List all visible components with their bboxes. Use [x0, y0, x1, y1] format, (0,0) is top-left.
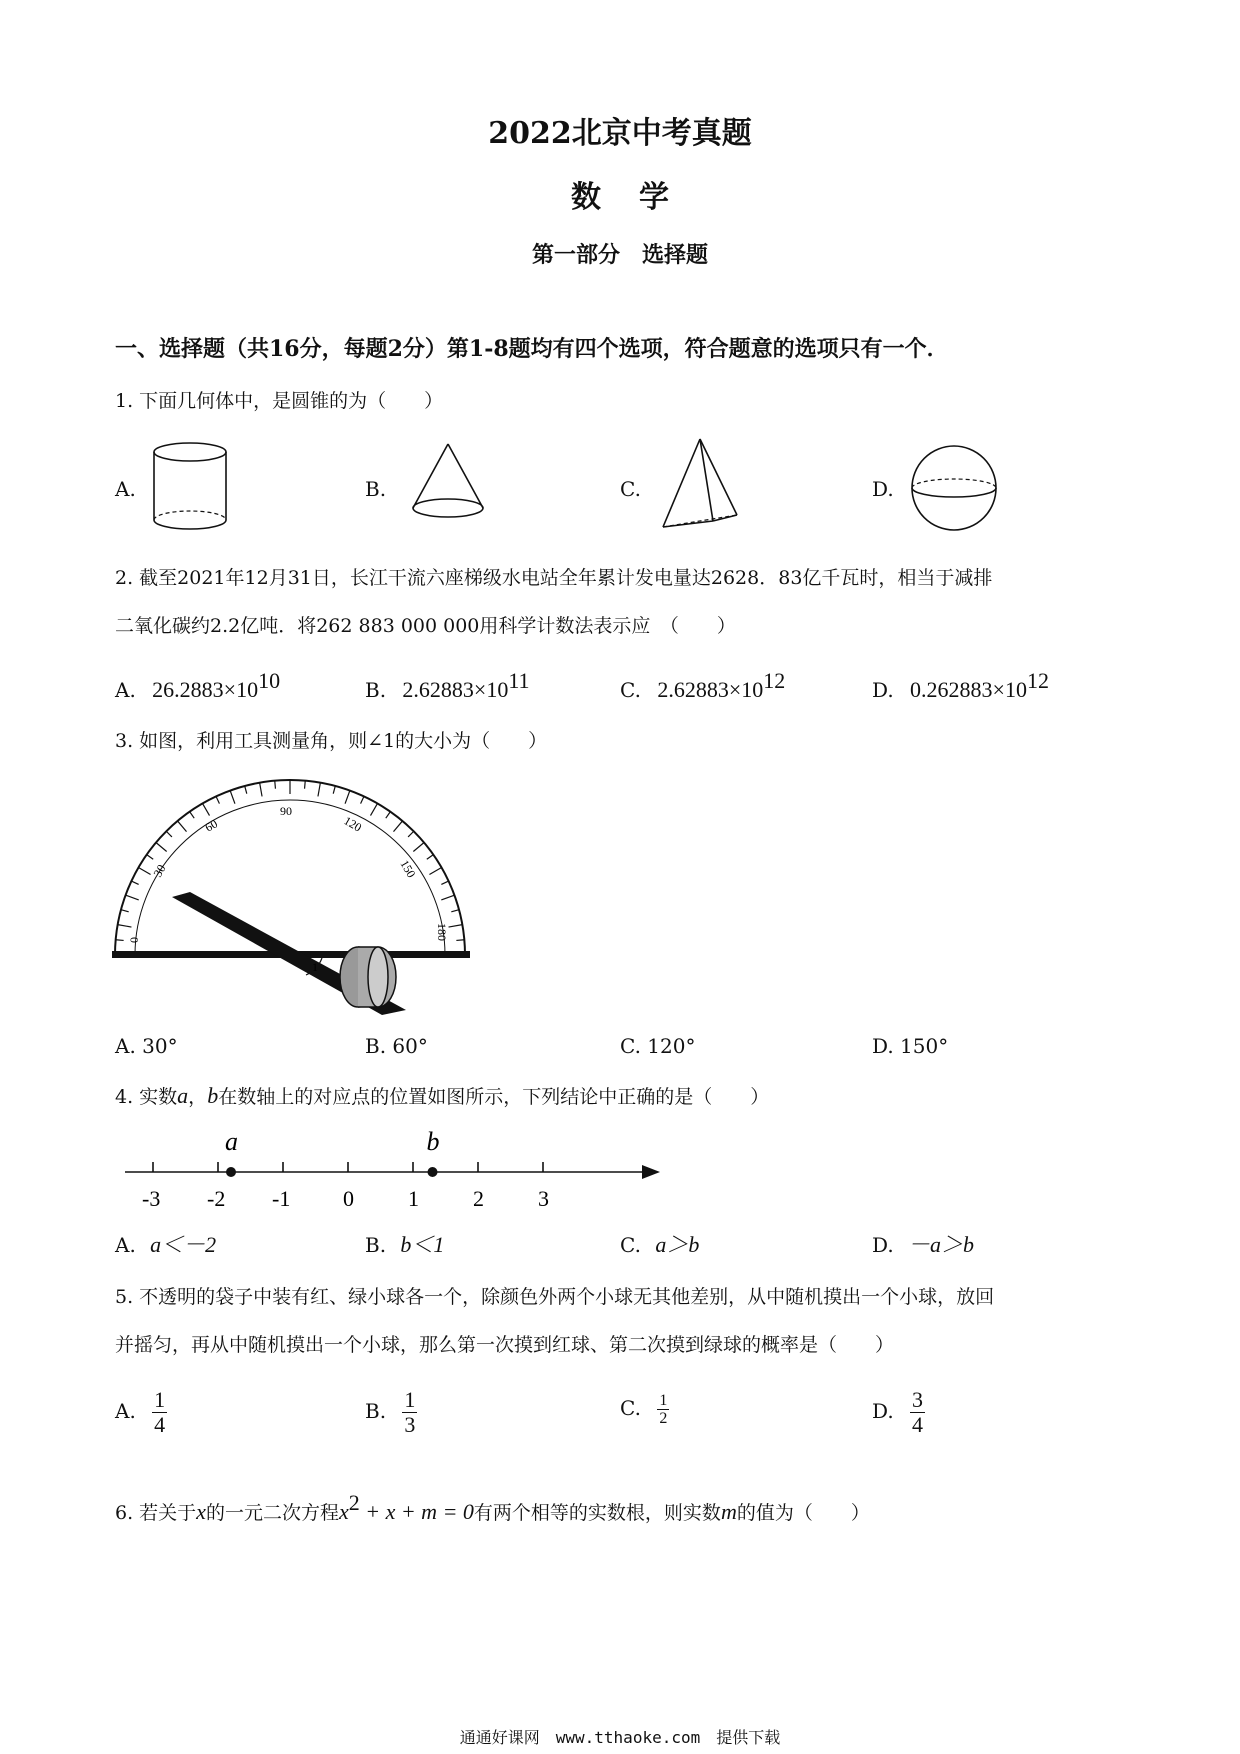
protractor-tick — [216, 796, 219, 803]
q2-option-c-times: ×10 — [728, 677, 764, 702]
cylinder-figure — [150, 440, 230, 532]
exam-title: 2022北京中考真题 — [488, 116, 752, 151]
protractor-tick — [147, 855, 154, 860]
number-line-tick-label: 0 — [343, 1186, 354, 1211]
q1-option-c-label: C. — [620, 477, 641, 501]
q2-option-d — [872, 668, 1049, 703]
q6-equation-exp: 2 — [348, 1490, 360, 1515]
q3-option-d: D. 150° — [872, 1034, 949, 1058]
q6-suffix: 有两个相等的实数根，则实数 — [473, 1502, 721, 1524]
protractor-tick — [178, 821, 187, 832]
q2-option-b-exp: 11 — [508, 668, 530, 693]
protractor-tick — [305, 781, 306, 789]
protractor-tick — [333, 786, 335, 794]
q6-var-m: m — [720, 1499, 737, 1524]
q2-option-d-times: ×10 — [992, 677, 1027, 702]
q4-option-d — [872, 1228, 974, 1259]
q5-option-d-label: D. — [872, 1399, 894, 1423]
q4-comma: ， — [188, 1086, 208, 1108]
protractor-label-180: 180 — [435, 923, 449, 941]
q4-option-c — [620, 1228, 699, 1259]
q2-option-a-exp: 10 — [258, 668, 281, 693]
q3-stem: 3. 如图，利用工具测量角，则∠1的大小为（ ） — [115, 730, 548, 752]
protractor-tick — [318, 783, 320, 797]
q2-option-b-label: B. — [365, 678, 387, 702]
protractor-tick — [230, 791, 235, 804]
q2-option-b — [365, 668, 530, 703]
protractor-label-30: 30 — [150, 862, 169, 880]
q1-option-b-label: B. — [365, 477, 387, 501]
protractor-tick — [408, 831, 414, 837]
q2-option-c-mantissa: 2.62883 — [657, 677, 729, 702]
q1-option-a-label: A. — [115, 477, 136, 501]
q2-option-c — [620, 668, 785, 703]
protractor-tick — [456, 940, 464, 941]
cone-figure — [408, 440, 488, 522]
q2-option-d-exp: 12 — [1026, 668, 1049, 693]
q6-stem — [115, 1490, 870, 1525]
protractor-tick — [190, 812, 195, 819]
q1-stem: 1. 下面几何体中，是圆锥的为（ ） — [115, 390, 444, 412]
number-line-tick-label: -3 — [142, 1186, 161, 1211]
q5-stem-line1: 5. 不透明的袋子中装有红、绿小球各一个，除颜色外两个小球无其他差别，从中随机摸出一个小球，放回 — [115, 1286, 995, 1308]
protractor-tick — [441, 895, 454, 900]
protractor-tick — [441, 881, 448, 884]
q4-option-a-expr: a＜－2 — [150, 1232, 217, 1257]
protractor-tick — [131, 881, 138, 884]
q4-option-d-label: D. — [872, 1233, 894, 1257]
q4-stem — [115, 1082, 769, 1109]
protractor-tick — [393, 821, 402, 832]
q4-option-b-expr: b＜1 — [400, 1232, 445, 1257]
number-line-tick-label: 3 — [538, 1186, 549, 1211]
number-line-tick-label: -1 — [272, 1186, 291, 1211]
protractor-label-150: 150 — [397, 857, 419, 881]
number-line-tick-label: 2 — [473, 1186, 484, 1211]
protractor-tick — [386, 812, 391, 819]
q6-equation-rest: + x + m = 0 — [359, 1499, 474, 1524]
q6-prefix: 6. 若关于 — [115, 1502, 197, 1524]
protractor-tick — [121, 910, 129, 912]
protractor-tick — [260, 783, 262, 797]
protractor-tick — [429, 868, 441, 875]
protractor-tick — [156, 843, 167, 852]
q4-option-b — [365, 1228, 444, 1259]
protractor-tick — [138, 868, 150, 875]
protractor-tick — [275, 781, 276, 789]
q2-option-d-label: D. — [872, 678, 894, 702]
q5-option-c-fraction: $\frac{1}{2}$ — [659, 1392, 668, 1427]
point-a — [226, 1167, 236, 1177]
q2-option-c-exp: 12 — [763, 668, 786, 693]
pyramid-figure — [655, 435, 745, 535]
number-line-tick-label: 1 — [408, 1186, 419, 1211]
q4-option-c-label: C. — [620, 1233, 641, 1257]
q3-option-c: C. 120° — [620, 1034, 696, 1058]
q2-option-b-mantissa: 2.62883 — [402, 677, 474, 702]
protractor-tick — [126, 895, 139, 900]
protractor-tick — [245, 786, 247, 794]
number-line-tick-label: -2 — [207, 1186, 226, 1211]
protractor-tick — [166, 831, 172, 837]
protractor-label-120: 120 — [341, 813, 365, 835]
q5-option-b — [365, 1388, 417, 1437]
section-heading: 一、选择题（共16分，每题2分）第1-8题均有四个选项，符合题意的选项只有一个． — [115, 336, 949, 362]
q4-option-a — [115, 1228, 216, 1259]
protractor-label-90: 90 — [280, 804, 292, 818]
protractor-tick — [118, 925, 132, 927]
q5-option-b-label: B. — [365, 1399, 387, 1423]
sphere-figure — [908, 442, 1000, 534]
q4-var-b: b — [207, 1083, 219, 1108]
q5-option-a-fraction: $\frac{1}{4}$ — [154, 1387, 166, 1437]
q2-stem-line1: 2. 截至2021年12月31日，长江干流六座梯级水电站全年累计发电量达2628．83亿千瓦时，相当于减排 — [115, 567, 993, 589]
q2-option-a-times: ×10 — [223, 677, 259, 702]
protractor-tick — [427, 855, 434, 860]
q5-option-c-label: C. — [620, 1396, 641, 1420]
q5-option-c — [620, 1392, 669, 1427]
q2-stem-line2: 二氧化碳约2.2亿吨．将262 883 000 000用科学计数法表示应 （ ） — [115, 615, 736, 637]
point-b-label: b — [426, 1127, 440, 1156]
point-a-label: a — [225, 1127, 238, 1156]
footer-credit: 通通好课网 www.tthaoke.com 提供下载 — [459, 1728, 781, 1747]
protractor-figure — [110, 765, 480, 1015]
protractor-tick — [361, 796, 364, 803]
q6-mid: 的一元二次方程 — [205, 1502, 339, 1524]
q6-var-x: x — [196, 1499, 206, 1524]
protractor-tick — [345, 791, 350, 804]
number-line-figure — [120, 1120, 665, 1215]
q4-option-d-expr: －a＞b — [908, 1232, 975, 1257]
q5-option-a-label: A. — [115, 1399, 136, 1423]
protractor-tick — [116, 940, 124, 941]
protractor-tick — [451, 910, 459, 912]
q5-option-b-fraction: $\frac{1}{3}$ — [404, 1387, 416, 1437]
protractor-tick — [371, 803, 378, 815]
protractor-tick — [203, 803, 210, 815]
q2-option-a-mantissa: 26.2883 — [152, 677, 224, 702]
q5-option-d-fraction: $\frac{3}{4}$ — [912, 1387, 924, 1437]
angle-1-label: 1 — [312, 960, 318, 974]
q4-option-b-label: B. — [365, 1233, 387, 1257]
q1-option-d-label: D. — [872, 477, 894, 501]
q4-var-a: a — [177, 1083, 189, 1108]
q4-option-a-label: A. — [115, 1233, 136, 1257]
q2-option-a — [115, 668, 280, 703]
q3-option-a: A. 30° — [115, 1034, 178, 1058]
q4-stem-suffix: 在数轴上的对应点的位置如图所示，下列结论中正确的是（ ） — [218, 1086, 770, 1108]
q5-option-d — [872, 1388, 925, 1437]
q3-option-b: B. 60° — [365, 1034, 428, 1058]
q2-option-c-label: C. — [620, 678, 641, 702]
q2-option-d-mantissa: 0.262883 — [910, 677, 993, 702]
protractor-label-60: 60 — [202, 816, 220, 835]
part-title: 第一部分 选择题 — [531, 242, 708, 268]
q6-end: 的值为（ ） — [736, 1502, 870, 1524]
number-line-arrow — [642, 1165, 660, 1179]
protractor-tick — [413, 843, 424, 852]
protractor-tick — [449, 925, 463, 927]
q5-option-a — [115, 1388, 167, 1437]
point-b — [428, 1167, 438, 1177]
q6-equation-x: x — [338, 1499, 349, 1524]
q2-option-b-times: ×10 — [473, 677, 509, 702]
q4-option-c-expr: a＞b — [655, 1232, 700, 1257]
q4-stem-prefix: 4. 实数 — [115, 1086, 178, 1108]
protractor-label-0: 0 — [127, 937, 141, 943]
subject-title: 数学 — [571, 180, 707, 215]
q5-stem-line2: 并摇匀，再从中随机摸出一个小球，那么第一次摸到红球、第二次摸到绿球的概率是（ ） — [115, 1334, 895, 1356]
q2-option-a-label: A. — [115, 678, 136, 702]
